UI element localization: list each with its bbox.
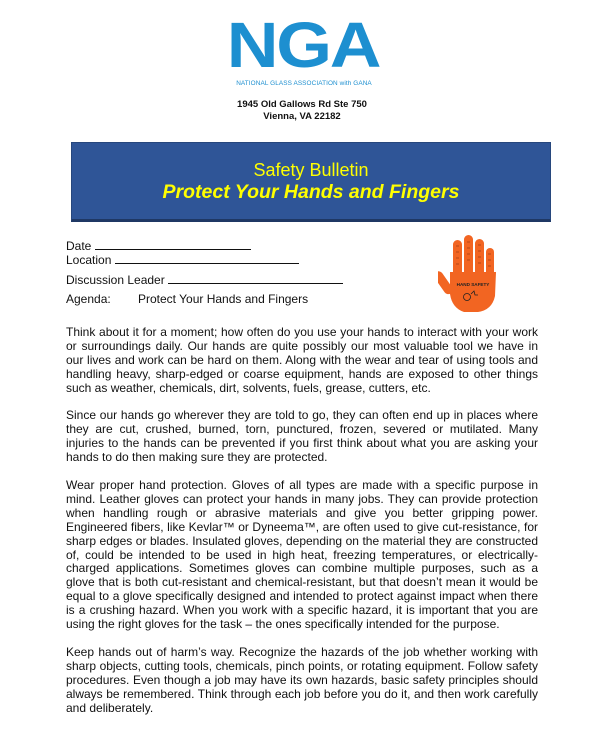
discussion-leader-blank-line — [168, 272, 343, 284]
location-field — [66, 252, 299, 267]
address-line-2: Vienna, VA 22182 — [263, 111, 341, 122]
paragraph-injuries: Since our hands go wherever they are told to go, they can often end up in places where they are cut, crushed, burned, torn, punctured, frozen, severed or mutilated. Many injuries to the hands can be prevented if you first think about what you are asking your hands to do then making sure they are protected. — [66, 408, 538, 464]
address-line-1: 1945 Old Gallows Rd Ste 750 — [237, 99, 367, 110]
paragraph-gloves: Wear proper hand protection. Gloves of all types are made with a specific purpose in mind. Leather gloves can protect your hands in many jobs. They can provide protection when handling rough or abrasive materials and give you better gripping power. Engineered fibers, like Kevlar™ or Dyneema™, are often used to give cut-resistance, for sharp edges or blades. Insulated gloves, depending on the material they are constructed of, could be intended to be used in high heat, freezing temperatures, or electrically-charged applications. Sometimes gloves can combine multiple purposes, such as a glove that is both cut-resistant and chemical-resistant, but that doesn’t mean it would be equal to a glove specifically designed and intended to protect against impact when there is a crushing hazard. When you work with a specific hazard, it is important that you are using the right gloves for the task – the ones specifically intended for the purpose. — [66, 478, 538, 632]
bulletin-subtitle: Protect Your Hands and Fingers — [162, 181, 460, 203]
discussion-leader-label: Discussion Leader — [66, 273, 165, 287]
agenda-value: Protect Your Hands and Fingers — [138, 292, 309, 306]
bulletin-title: Safety Bulletin — [253, 160, 369, 180]
title-banner — [71, 142, 551, 222]
date-label: Date — [66, 239, 92, 253]
agenda-label: Agenda: — [66, 292, 111, 306]
logo-subtitle: NATIONAL GLASS ASSOCIATION with GANA — [236, 80, 372, 87]
nga-logo — [218, 9, 388, 92]
date-blank-line — [95, 238, 251, 250]
location-label: Location — [66, 253, 112, 267]
hand-safety-caption: HAND SAFETY — [456, 282, 490, 287]
paragraph-hazards: Keep hands out of harm’s way. Recognize the hazards of the job whether working with sharp objects, cutting tools, chemicals, pinch points, or rotating equipment. Follow safety procedures. Even though a job may have its own hazards, basic safety principles should always be remembered. Think through each job before you do it, and then work carefully and deliberately. — [66, 645, 538, 715]
date-field — [66, 238, 251, 253]
hand-safety-icon — [438, 234, 502, 314]
address-block — [0, 99, 604, 123]
paragraph-intro: Think about it for a moment; how often do you use your hands to interact with your work or surroundings daily. Our hands are quite possibly our most valuable tool we have in our lives and work can be hard on them. Along with the wear and tear of using tools and handling heavy, sharp-edged or coarse equipment, hands are exposed to other things such as weather, chemicals, dirt, solvents, fuels, grease, cutters, etc. — [66, 325, 538, 395]
discussion-leader-field — [66, 272, 343, 287]
logo-letters: NGA — [226, 9, 380, 81]
location-blank-line — [115, 252, 299, 264]
